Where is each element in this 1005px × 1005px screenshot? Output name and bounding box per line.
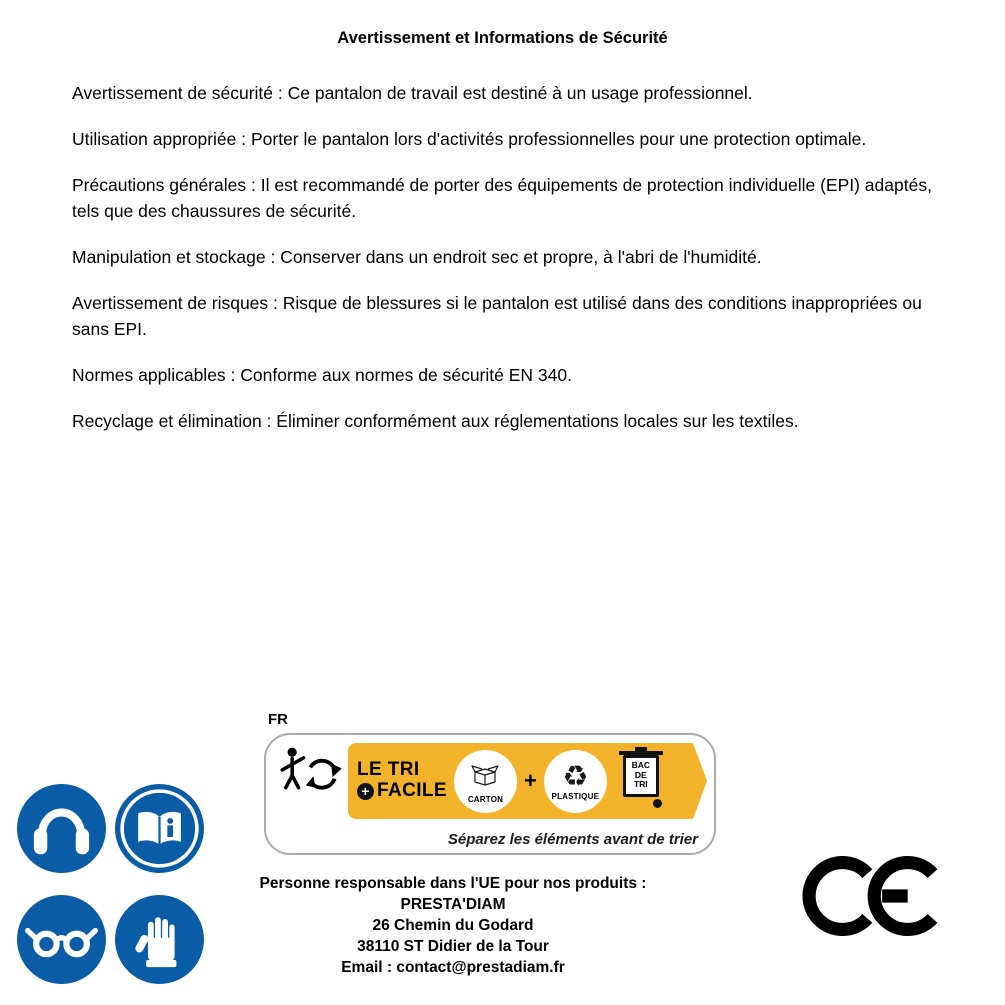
tri-facile-line1: LE TRI xyxy=(357,759,420,781)
safety-text xyxy=(72,80,937,454)
eye-protection-icon xyxy=(17,895,106,984)
ce-mark-icon xyxy=(800,852,952,945)
recycling-triangle-icon: ♻ xyxy=(562,758,589,793)
tri-facile-line2 xyxy=(357,781,447,802)
paragraph-recyclage-elimination: Recyclage et élimination : Éliminer conformément aux réglementations locales sur les textiles. xyxy=(72,411,799,431)
material-plastique xyxy=(544,750,607,813)
email-line: Email : contact@prestadiam.fr xyxy=(341,959,565,976)
carton-box-icon xyxy=(468,759,502,794)
bin-wheel-icon xyxy=(653,799,662,808)
plus-separator: + xyxy=(523,768,537,793)
mandatory-pictograms xyxy=(17,784,204,984)
arrow-tip-icon xyxy=(681,743,707,819)
tri-facile-band xyxy=(348,743,694,819)
tri-facile-word: FACILE xyxy=(377,780,447,801)
triman-icon xyxy=(278,743,346,819)
ear-protection-icon xyxy=(17,784,106,873)
read-manual-icon xyxy=(115,784,204,873)
plastique-label: PLASTIQUE xyxy=(551,791,600,801)
paragraph-avertissement-securite: Avertissement de sécurité : Ce pantalon de travail est destiné à un usage professionnel. xyxy=(72,83,753,103)
paragraph-utilisation-appropriee: Utilisation appropriée : Porter le pantalon lors d'activités professionnelles pour une protection optimale. xyxy=(72,129,867,149)
bin-label-line2: DE xyxy=(634,769,647,780)
material-carton xyxy=(454,750,517,813)
responsible-block xyxy=(203,873,703,978)
tri-caption: Séparez les éléments avant de trier xyxy=(447,831,698,848)
bin-label-line1: BAC xyxy=(631,760,651,771)
fr-language-label: FR xyxy=(268,711,288,728)
paragraph-precautions-generales: Précautions générales : Il est recommandé de porter des équipements de protection individuelle (EPI) adaptés, tels que des chaussures de sécurité. xyxy=(72,175,932,221)
document-title: Avertissement et Informations de Sécurité xyxy=(337,29,668,47)
plus-circle-icon: + xyxy=(357,783,374,800)
address-line-2: 38110 ST Didier de la Tour xyxy=(357,938,549,955)
sorting-bin xyxy=(616,755,666,808)
paragraph-normes-applicables: Normes applicables : Conforme aux normes de sécurité EN 340. xyxy=(72,365,572,385)
paragraph-manipulation-stockage: Manipulation et stockage : Conserver dans un endroit sec et propre, à l'abri de l'humidité. xyxy=(72,247,762,267)
responsible-intro: Personne responsable dans l'UE pour nos produits : xyxy=(259,875,647,892)
carton-label: CARTON xyxy=(467,794,504,804)
info-tri-block xyxy=(264,733,716,855)
address-line-1: 26 Chemin du Godard xyxy=(372,917,534,934)
tri-facile-headline xyxy=(357,760,447,802)
company-name: PRESTA'DIAM xyxy=(400,896,506,913)
paragraph-avertissement-risques: Avertissement de risques : Risque de blessures si le pantalon est utilisé dans des conditions inappropriées ou sans EPI. xyxy=(72,293,922,339)
info-tri-row xyxy=(278,742,694,820)
sorting-bin-icon xyxy=(623,755,659,797)
protective-gloves-icon xyxy=(115,895,204,984)
bin-label-line3: TRI xyxy=(633,779,648,790)
